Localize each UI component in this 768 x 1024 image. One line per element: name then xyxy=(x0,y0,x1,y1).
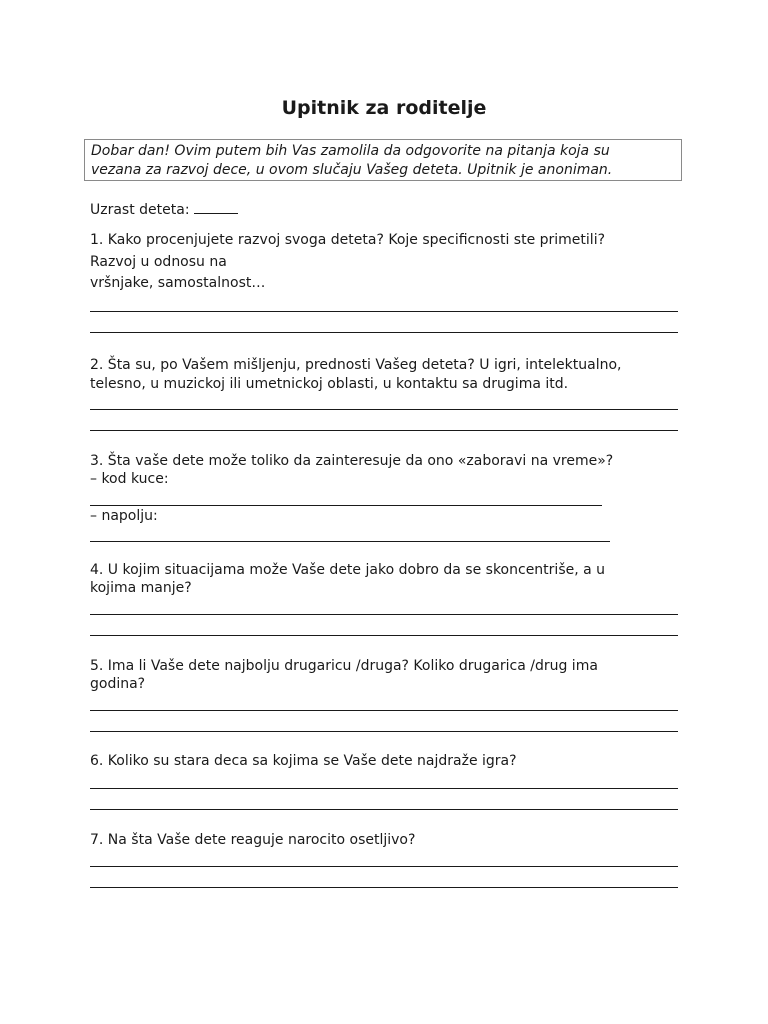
answer-line-q4-1[interactable] xyxy=(90,614,678,615)
answer-line-q6-2[interactable] xyxy=(90,809,678,810)
question-4-line-2: kojima manje? xyxy=(90,580,192,596)
question-7-line-1: 7. Na šta Vaše dete reaguje narocito osetljivo? xyxy=(90,832,416,848)
question-2-line-1: 2. Šta su, po Vašem mišljenju, prednosti Vašeg deteta? U igri, intelektualno, xyxy=(90,357,622,373)
answer-line-q2-1[interactable] xyxy=(90,409,678,410)
question-3-line-1: 3. Šta vaše dete može toliko da zainteresuje da ono «zaboravi na vreme»? xyxy=(90,453,614,469)
question-5-line-1: 5. Ima li Vaše dete najbolju drugaricu /druga? Koliko drugarica /drug ima xyxy=(90,658,598,674)
age-row xyxy=(90,199,238,220)
question-1-line-2: Razvoj u odnosu na xyxy=(90,254,227,270)
question-3-sub-home: – kod kuce: xyxy=(90,471,169,487)
answer-line-q1-1[interactable] xyxy=(90,311,678,312)
answer-line-q6-1[interactable] xyxy=(90,788,678,789)
page-title: Upitnik za roditelje xyxy=(281,97,487,119)
question-5-line-2: godina? xyxy=(90,676,146,692)
answer-line-q7-2[interactable] xyxy=(90,887,678,888)
age-label: Uzrast deteta: xyxy=(90,202,190,218)
question-2-line-2: telesno, u muzickoj ili umetnickoj oblasti, u kontaktu sa drugima itd. xyxy=(90,376,569,392)
answer-line-q3-outside[interactable] xyxy=(90,541,610,542)
intro-line-2: vezana za razvoj dece, u ovom slučaju Vašeg deteta. Upitnik je anoniman. xyxy=(91,162,613,178)
answer-line-q7-1[interactable] xyxy=(90,866,678,867)
question-3-sub-outside: – napolju: xyxy=(90,508,158,524)
intro-box xyxy=(84,139,682,181)
answer-line-q3-home[interactable] xyxy=(90,505,602,506)
age-blank[interactable] xyxy=(194,199,238,214)
question-6-line-1: 6. Koliko su stara deca sa kojima se Vaše dete najdraže igra? xyxy=(90,753,517,769)
answer-line-q1-2[interactable] xyxy=(90,332,678,333)
answer-line-q5-2[interactable] xyxy=(90,731,678,732)
answer-line-q4-2[interactable] xyxy=(90,635,678,636)
answer-line-q2-2[interactable] xyxy=(90,430,678,431)
question-1-line-1: 1. Kako procenjujete razvoj svoga deteta? Koje specificnosti ste primetili? xyxy=(90,232,606,248)
question-4-line-1: 4. U kojim situacijama može Vaše dete jako dobro da se skoncentriše, a u xyxy=(90,562,606,578)
question-1-line-3: vršnjake, samostalnost… xyxy=(90,275,266,291)
answer-line-q5-1[interactable] xyxy=(90,710,678,711)
intro-line-1: Dobar dan! Ovim putem bih Vas zamolila da odgovorite na pitanja koja su xyxy=(91,143,610,159)
